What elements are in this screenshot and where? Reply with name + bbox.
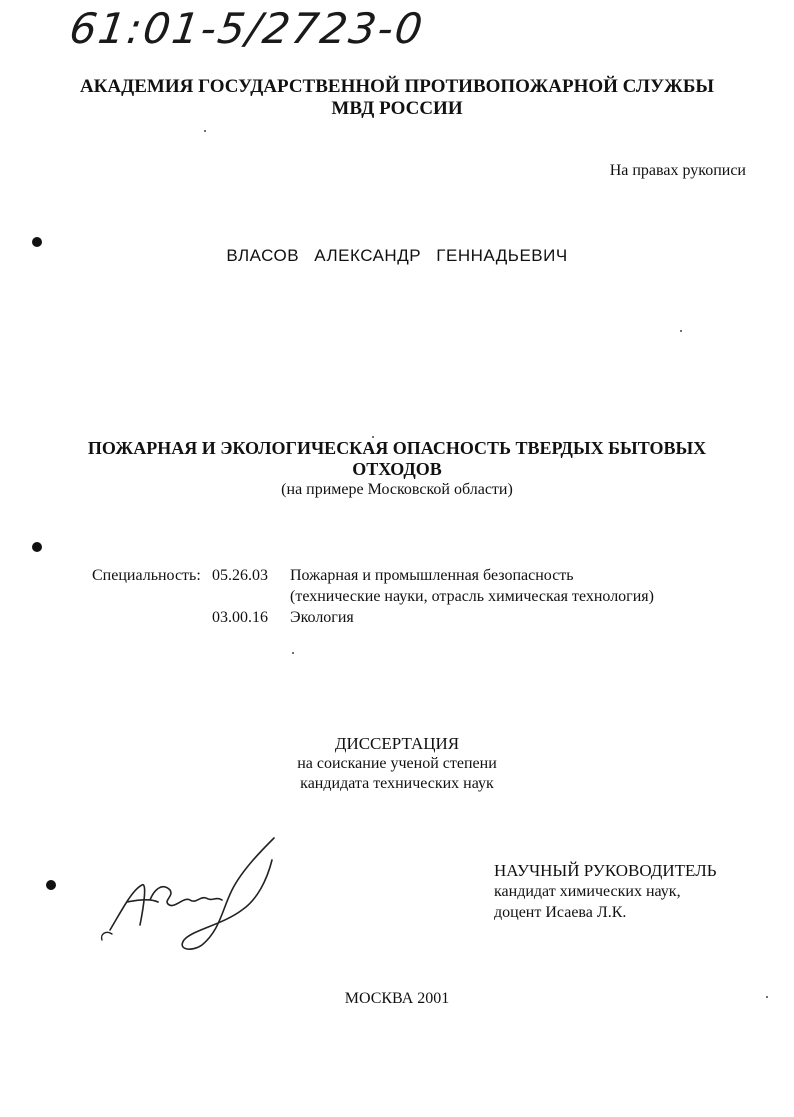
archive-number: 61:01-5/2723-0: [66, 4, 428, 53]
specialty-code: 03.00.16: [212, 609, 268, 626]
binding-hole: [32, 237, 42, 247]
supervisor-name: доцент Исаева Л.К.: [494, 904, 627, 921]
scan-speck: [680, 330, 682, 332]
academy-line-2: МВД РОССИИ: [331, 98, 463, 119]
supervisor-block: [494, 860, 717, 923]
specialty-name: Экология: [290, 609, 354, 626]
specialty-note: (технические науки, отрасль химическая технология): [290, 588, 654, 605]
specialty-name: Пожарная и промышленная безопасность: [290, 567, 574, 584]
dissertation-heading: ДИССЕРТАЦИЯ: [334, 734, 460, 753]
specialty-code: 05.26.03: [212, 567, 268, 584]
rights-note: На правах рукописи: [609, 162, 746, 179]
binding-hole: [46, 880, 56, 890]
thesis-title: [0, 438, 794, 480]
scan-speck: [204, 130, 206, 132]
signature: [92, 830, 292, 960]
dissertation-line-2: кандидата технических наук: [300, 775, 494, 792]
scan-speck: [372, 436, 374, 438]
academy-line-1: АКАДЕМИЯ ГОСУДАРСТВЕННОЙ ПРОТИВОПОЖАРНОЙ СЛУЖБЫ: [79, 76, 715, 97]
thesis-subtitle: (на примере Московской области): [281, 481, 513, 498]
dissertation-block: [0, 734, 794, 794]
supervisor-degree: кандидат химических наук,: [494, 883, 681, 900]
supervisor-heading: НАУЧНЫЙ РУКОВОДИТЕЛЬ: [494, 861, 717, 880]
specialty-label: Специальность:: [92, 567, 201, 584]
specialty-block: [92, 565, 654, 628]
title-line-1: ПОЖАРНАЯ И ЭКОЛОГИЧЕСКАЯ ОПАСНОСТЬ ТВЕРДЫХ БЫТОВЫХ: [87, 438, 707, 458]
dissertation-line-1: на соискание ученой степени: [297, 755, 497, 772]
scan-speck: [766, 996, 768, 998]
scan-speck: [292, 652, 294, 654]
academy-header: [0, 76, 794, 120]
title-line-2: ОТХОДОВ: [352, 459, 442, 479]
city-year: МОСКВА 2001: [344, 990, 450, 1007]
binding-hole: [32, 542, 42, 552]
author-name: ВЛАСОВ АЛЕКСАНДР ГЕННАДЬЕВИЧ: [226, 246, 568, 265]
